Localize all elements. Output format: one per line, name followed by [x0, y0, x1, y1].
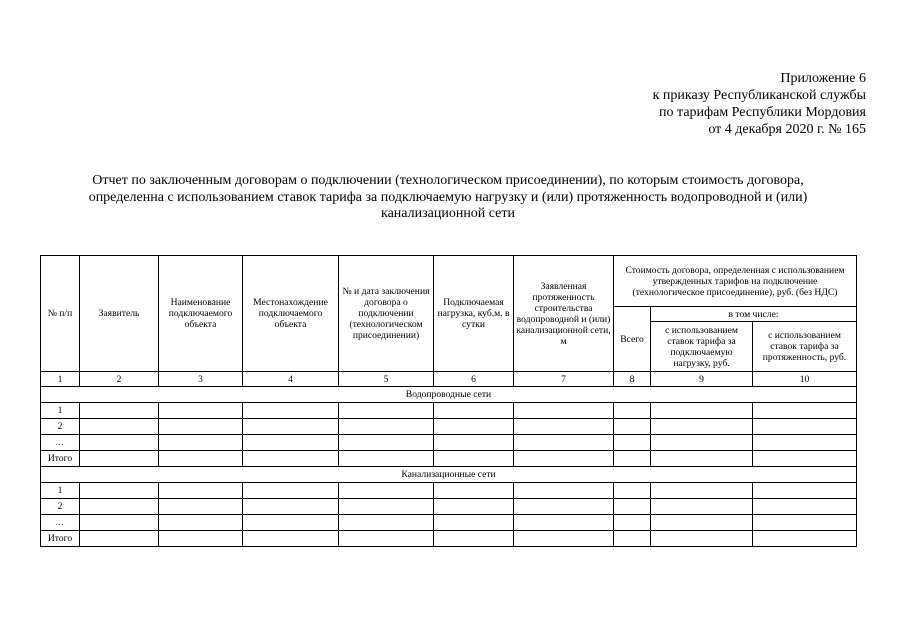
column-number: 2 — [80, 372, 159, 387]
appendix-line: Приложение 6 — [780, 71, 866, 86]
header-col-load: Подключаемая нагрузка, куб.м. в сутки — [434, 256, 514, 372]
table-cell — [80, 451, 159, 467]
row-number: 2 — [41, 499, 80, 515]
appendix-line: от 4 декабря 2020 г. № 165 — [708, 122, 866, 137]
column-number: 5 — [339, 372, 434, 387]
table-cell — [339, 451, 434, 467]
table-cell — [243, 483, 339, 499]
header-col-object-location: Местонахождение подключаемого объекта — [243, 256, 339, 372]
table-cell — [753, 451, 857, 467]
appendix-header — [653, 70, 866, 138]
table-cell — [514, 515, 614, 531]
table-cell — [434, 419, 514, 435]
table-cell — [614, 515, 651, 531]
column-number: 3 — [159, 372, 243, 387]
section-title-sewer: Канализационные сети — [41, 467, 857, 483]
table-cell — [614, 483, 651, 499]
table-cell — [514, 419, 614, 435]
table-cell — [753, 531, 857, 547]
table-cell — [434, 515, 514, 531]
table-cell — [339, 483, 434, 499]
table-row — [41, 483, 857, 499]
table-cell — [339, 435, 434, 451]
table-cell — [80, 403, 159, 419]
title-line: определенна с использованием ставок тарифа за подключаемую нагрузку и (или) протяженность водопроводной и (или) — [88, 189, 808, 205]
table-cell — [159, 451, 243, 467]
table-cell — [614, 419, 651, 435]
title-line: канализационной сети — [380, 206, 516, 221]
table-cell — [80, 419, 159, 435]
table-cell — [614, 531, 651, 547]
header-col-applicant: Заявитель — [80, 256, 159, 372]
table-cell — [80, 483, 159, 499]
table-cell — [434, 451, 514, 467]
table-cell — [753, 403, 857, 419]
title-line: Отчет по заключенным договорам о подключении (технологическом присоединении), по которым стоимость договора, — [92, 173, 804, 188]
table-cell — [514, 531, 614, 547]
table-cell — [434, 403, 514, 419]
column-number: 8 — [614, 372, 651, 387]
table-cell — [434, 531, 514, 547]
column-number: 4 — [243, 372, 339, 387]
table-cell — [614, 451, 651, 467]
table-cell — [80, 435, 159, 451]
table-cell — [339, 531, 434, 547]
table-cell — [243, 499, 339, 515]
table-cell — [159, 483, 243, 499]
table-cell — [614, 499, 651, 515]
column-number: 7 — [514, 372, 614, 387]
table-row — [41, 499, 857, 515]
table-cell — [434, 483, 514, 499]
report-title — [40, 173, 856, 223]
table-row-total — [41, 451, 857, 467]
header-col-contract: № и дата заключения договора о подключении (технологическом присоединении) — [339, 256, 434, 372]
report-table — [40, 255, 857, 547]
table-cell — [614, 435, 651, 451]
table-cell — [753, 419, 857, 435]
row-number: 1 — [41, 403, 80, 419]
table-cell — [159, 499, 243, 515]
table-cell — [651, 499, 753, 515]
table-cell — [651, 515, 753, 531]
table-cell — [651, 435, 753, 451]
table-cell — [243, 403, 339, 419]
row-number: … — [41, 435, 80, 451]
row-number: … — [41, 515, 80, 531]
table-cell — [651, 451, 753, 467]
table-row — [41, 435, 857, 451]
column-number: 6 — [434, 372, 514, 387]
table-cell — [434, 499, 514, 515]
table-row — [41, 515, 857, 531]
row-total-label: Итого — [41, 451, 80, 467]
section-title-water: Водопроводные сети — [41, 387, 857, 403]
table-cell — [753, 483, 857, 499]
table-cell — [651, 403, 753, 419]
table-cell — [339, 419, 434, 435]
header-col-number: № п/п — [41, 256, 80, 372]
table-cell — [434, 435, 514, 451]
appendix-line: к приказу Республиканской службы — [652, 88, 866, 103]
table-cell — [514, 483, 614, 499]
table-cell — [753, 515, 857, 531]
table-cell — [753, 435, 857, 451]
header-including: в том числе: — [651, 307, 857, 322]
table-cell — [753, 499, 857, 515]
table-cell — [614, 403, 651, 419]
header-col-length: Заявленная протяженность строительства водопроводной и (или) канализационной сети, м — [514, 256, 614, 372]
table-cell — [651, 531, 753, 547]
table-cell — [514, 451, 614, 467]
table-cell — [243, 451, 339, 467]
table-cell — [243, 435, 339, 451]
header-col-object-name: Наименование подключаемого объекта — [159, 256, 243, 372]
table-row — [41, 403, 857, 419]
column-number: 10 — [753, 372, 857, 387]
header-cost-group: Стоимость договора, определенная с использованием утвержденных тарифов на подключение (технологическое присоединение), руб. (без НДС) — [614, 256, 857, 307]
table-cell — [80, 531, 159, 547]
table-cell — [159, 515, 243, 531]
table-row-total — [41, 531, 857, 547]
row-number: 1 — [41, 483, 80, 499]
table-cell — [514, 435, 614, 451]
table-cell — [80, 499, 159, 515]
table-cell — [243, 515, 339, 531]
table-cell — [339, 499, 434, 515]
appendix-line: по тарифам Республики Мордовия — [659, 105, 866, 120]
header-col-by-load: с использованием ставок тарифа за подключаемую нагрузку, руб. — [651, 322, 753, 372]
table-cell — [651, 483, 753, 499]
table-cell — [651, 419, 753, 435]
table-cell — [80, 515, 159, 531]
column-number: 9 — [651, 372, 753, 387]
column-number: 1 — [41, 372, 80, 387]
header-col-by-length: с использованием ставок тарифа за протяженность, руб. — [753, 322, 857, 372]
table-cell — [159, 419, 243, 435]
table-cell — [514, 499, 614, 515]
table-cell — [159, 531, 243, 547]
row-number: 2 — [41, 419, 80, 435]
table-cell — [243, 531, 339, 547]
table-cell — [159, 403, 243, 419]
row-total-label: Итого — [41, 531, 80, 547]
table-cell — [514, 403, 614, 419]
table-cell — [339, 403, 434, 419]
table-cell — [243, 419, 339, 435]
table-row — [41, 419, 857, 435]
header-col-total: Всего — [614, 307, 651, 372]
table-cell — [339, 515, 434, 531]
table-cell — [159, 435, 243, 451]
